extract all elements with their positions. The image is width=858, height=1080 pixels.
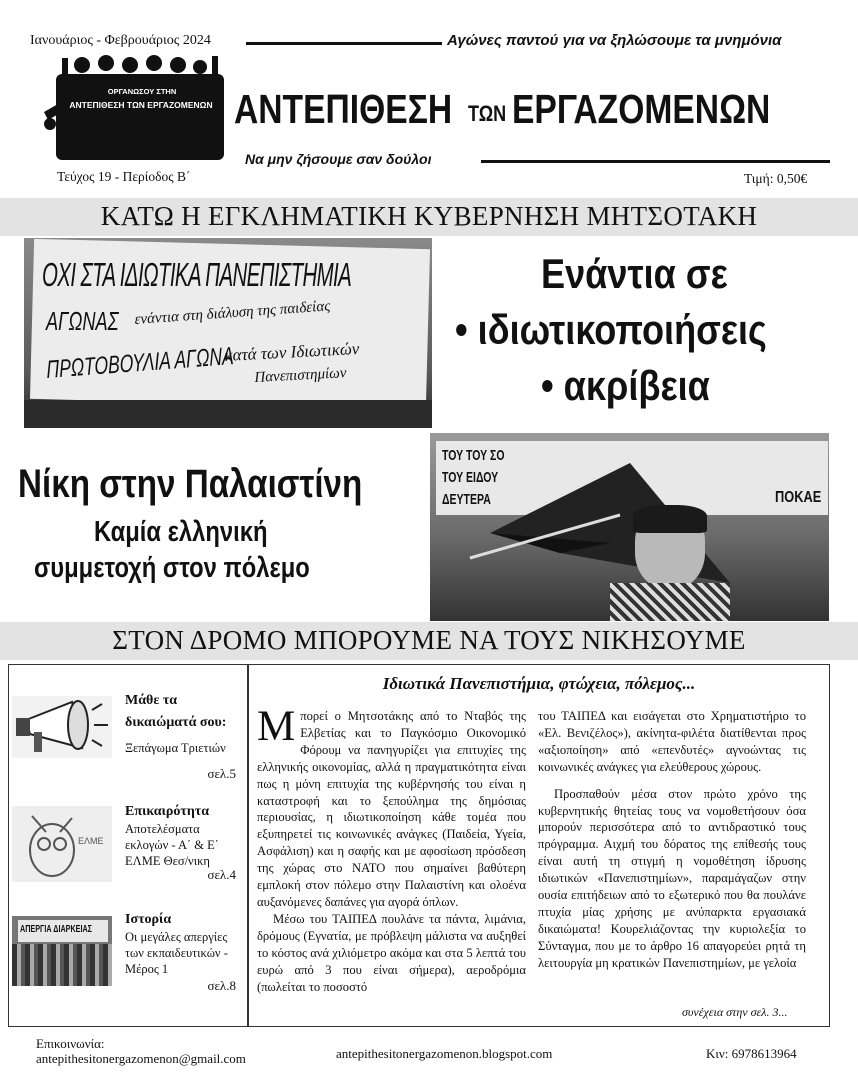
protester-scarf	[610, 583, 730, 621]
megaphone-thumbnail	[12, 696, 112, 758]
footer-email[interactable]: antepithesitonergazomenon@gmail.com	[36, 1051, 246, 1066]
article-paragraph	[257, 703, 526, 911]
banner-slogan-education: ενάντια στη διάλυση της παιδείας	[134, 298, 331, 328]
elme-thumbnail	[12, 806, 112, 882]
banner-slogan-initiative: ΠΡΩΤΟΒΟΥΛΙΑ ΑΓΩΝΑ	[46, 341, 235, 384]
sidebar-current-text: Αποτελέσματα εκλογών - Α΄ & Ε΄ ΕΛΜΕ Θεσ/νικη	[125, 822, 219, 868]
footer-contact-label: Επικοινωνία:	[36, 1036, 105, 1051]
masthead-date: Ιανουάριος - Φεβρουάριος 2024	[30, 33, 211, 48]
headline-palestine-sub1: Καμία ελληνική	[94, 516, 268, 548]
headline-against	[455, 250, 835, 410]
article-paragraph: Μέσω του ΤΑΙΠΕΔ πουλάνε τα πάντα, λιμάνια, δρόμους (Εγνατία, με πρόβλεψη μάλιστα να αυξηθεί το κόστος ανά χιλιόμετρο ακόμα και στα 5 λεπτά του ευρώ από 3 που είναι σήμερα), αεροδρόμια (πωλείται το ποσοστό	[257, 911, 526, 994]
background-banner-text: ΔΕΥΤΕΡΑ	[442, 491, 491, 508]
headline-line1: Ενάντια σε	[541, 250, 728, 297]
article-continued[interactable]: συνέχεια στην σελ. 3...	[682, 1005, 788, 1019]
article-column-2	[538, 708, 806, 972]
sidebar-rights-text: Ξεπάγωμα Τριετιών	[125, 741, 226, 755]
banner-top-text: ΚΑΤΩ Η ΕΓΚΛΗΜΑΤΙΚΗ ΚΥΒΕΡΝΗΣΗ ΜΗΤΣΟΤΑΚΗ	[100, 201, 758, 231]
headline-line3: • ακρίβεια	[541, 362, 710, 409]
article-col1-text1: πορεί ο Μητσοτάκης από το Νταβός της Ελβετίας και το Παγκόσμιο Οικονομικό Φόρουμ να πανηγυρίζει για επιτυχίες της ελληνικής οικονομίας, αλλά η πραγματικότητα είναι πως η μόνη επιτυχία της κυβέρνησής του είναι η καταστροφή και το ξεπούλημα της δημόσιας περιουσίας, η ιδιωτικοποίηση κάθε τομέα που εξυπηρετεί τις κοινωνικές ανάγκες (Παιδεία, Υγεία, Ασφάλιση) και η σαφής και με αφοσίωση πρόσδεση της χώρας στο ΝΑΤΟ που σημαίνει βαθύτερη εμπλοκή στον πόλεμο στην Παλαιστίνη και ολοένα αυξανόμενες δαπάνες για αγορά όπλων.	[257, 709, 526, 909]
article-column-1	[257, 703, 526, 995]
banner-slogan-against: κατά των Ιδιωτικών	[224, 338, 360, 365]
article-paragraph: Προσπαθούν μέσα στον πρώτο χρόνο της κυβερνητικής θητείας τους να νομοθετήσουν όσα μπορούν περισσότερα από το αντιδραστικό τους πρόγραμμα. Αιχμή του δόρατος της επίθεσής τους είναι αυτή τη στιγμή η νομοθέτηση ίδρυσης ιδιωτικών «Πανεπιστημίων», παραμάγαζων στην ουσία επιτήδειων από το εξωτερικό που θα πουλάνε πτυχία μίας χρήσης με ανύπαρκτα εργασιακά δικαιώματα! Κουρελιάζοντας την κυριολεξία το Σύνταγμα, που με το άρθρο 16 απαγορεύει ρητά τη λειτουργία μη κρατικών Πανεπιστημίων, με γελοία	[538, 786, 806, 970]
sidebar-rights-page: σελ.5	[207, 766, 236, 781]
masthead-slogan: Αγώνες παντού για να ξηλώσουμε τα μνημόνια	[447, 32, 782, 49]
sidebar-history-title: Ιστορία	[125, 912, 172, 927]
sidebar-item-rights[interactable]	[8, 690, 240, 780]
masthead-subtitle: Να μην ζήσουμε σαν δούλοι	[245, 151, 432, 167]
title-word2: ΤΩΝ	[468, 101, 507, 126]
sidebar-current-page: σελ.4	[207, 867, 236, 882]
strike-crowd	[12, 944, 112, 986]
strike-thumbnail	[12, 916, 112, 986]
logo-text-line1: ΟΡΓΑΝΩΣΟΥ ΣΤΗΝ	[107, 87, 177, 96]
megaphone-icon	[12, 696, 112, 758]
masthead-rule-bottom	[481, 160, 830, 163]
sidebar-rights-title: Μάθε τα δικαιώματά σου:	[125, 693, 227, 730]
article-dropcap: Μ	[257, 703, 296, 750]
banner-slogan-main: ΟΧΙ ΣΤΑ ΙΔΙΩΤΙΚΑ ΠΑΝΕΠΙΣΤΗΜΙΑ	[42, 256, 352, 293]
article-paragraph: του ΤΑΙΠΕΔ και εισάγεται στο Χρηματιστήριο το «Ελ. Βενιζέλος»), ακίνητα-φιλέτα διατίθενται προς «αξιοποίηση» από «επενδυτές» αγνοώντας τις κοινωνικές ανάγκες για ελεύθερους χώρους.	[538, 709, 806, 774]
sidebar-item-history[interactable]	[8, 912, 240, 992]
logo	[42, 52, 232, 164]
sidebar-current-title: Επικαιρότητα	[125, 804, 210, 819]
sidebar-item-current[interactable]	[8, 804, 240, 884]
headline-palestine-sub2: συμμετοχή στον πόλεμο	[34, 552, 310, 584]
headline-palestine-title: Νίκη στην Παλαιστίνη	[18, 462, 363, 506]
crowd	[24, 400, 432, 428]
title-word1: ΑΝΤΕΠΙΘΕΣΗ	[234, 86, 453, 132]
background-banner-text: ΤΟΥ ΤΟΥ ΣΟ	[442, 447, 505, 464]
protest-photo-palestine	[430, 433, 829, 621]
issue-number: Τεύχος 19 - Περίοδος Β΄	[57, 169, 191, 184]
headline-palestine	[14, 462, 414, 592]
sidebar-history-text: Οι μεγάλες απεργίες των εκπαιδευτικών - Μέρος 1	[125, 930, 228, 976]
masthead-rule-top	[246, 42, 442, 45]
strike-banner-text: ΑΠΕΡΓΙΑ ΔΙΑΡΚΕΙΑΣ	[20, 924, 92, 935]
title-word3: ΕΡΓΑΖΟΜΕΝΩΝ	[512, 86, 771, 132]
sidebar-history-page: σελ.8	[207, 978, 236, 993]
protester-hair	[633, 505, 707, 533]
elme-thumbnail-label: ΕΛΜΕ	[78, 836, 104, 846]
logo-text-line2: ΑΝΤΕΠΙΘΕΣΗ ΤΩΝ ΕΡΓΑΖΟΜΕΝΩΝ	[69, 100, 213, 110]
background-banner-text: ΠΟΚΑΕ	[775, 489, 822, 506]
banner-slogan-unis: Πανεπιστημίων	[254, 365, 347, 386]
banner-mid-text: ΣΤΟΝ ΔΡΟΜΟ ΜΠΟΡΟΥΜΕ ΝΑ ΤΟΥΣ ΝΙΚΗΣΟΥΜΕ	[112, 625, 746, 655]
price: Τιμή: 0,50€	[744, 171, 808, 186]
footer-blog[interactable]: antepithesitonergazomenon.blogspot.com	[336, 1046, 553, 1061]
footer-phone: Κιν: 6978613964	[706, 1046, 797, 1061]
article-title: Ιδιωτικά Πανεπιστήμια, φτώχεια, πόλεμος...	[382, 674, 696, 693]
headline-line2: • ιδιωτικοποιήσεις	[455, 306, 767, 353]
protest-photo-universities	[24, 238, 432, 428]
banner-slogan-agonas: ΑΓΩΝΑΣ	[46, 306, 119, 336]
background-banner-text: ΤΟΥ ΕΙΔΟΥ	[442, 469, 499, 486]
